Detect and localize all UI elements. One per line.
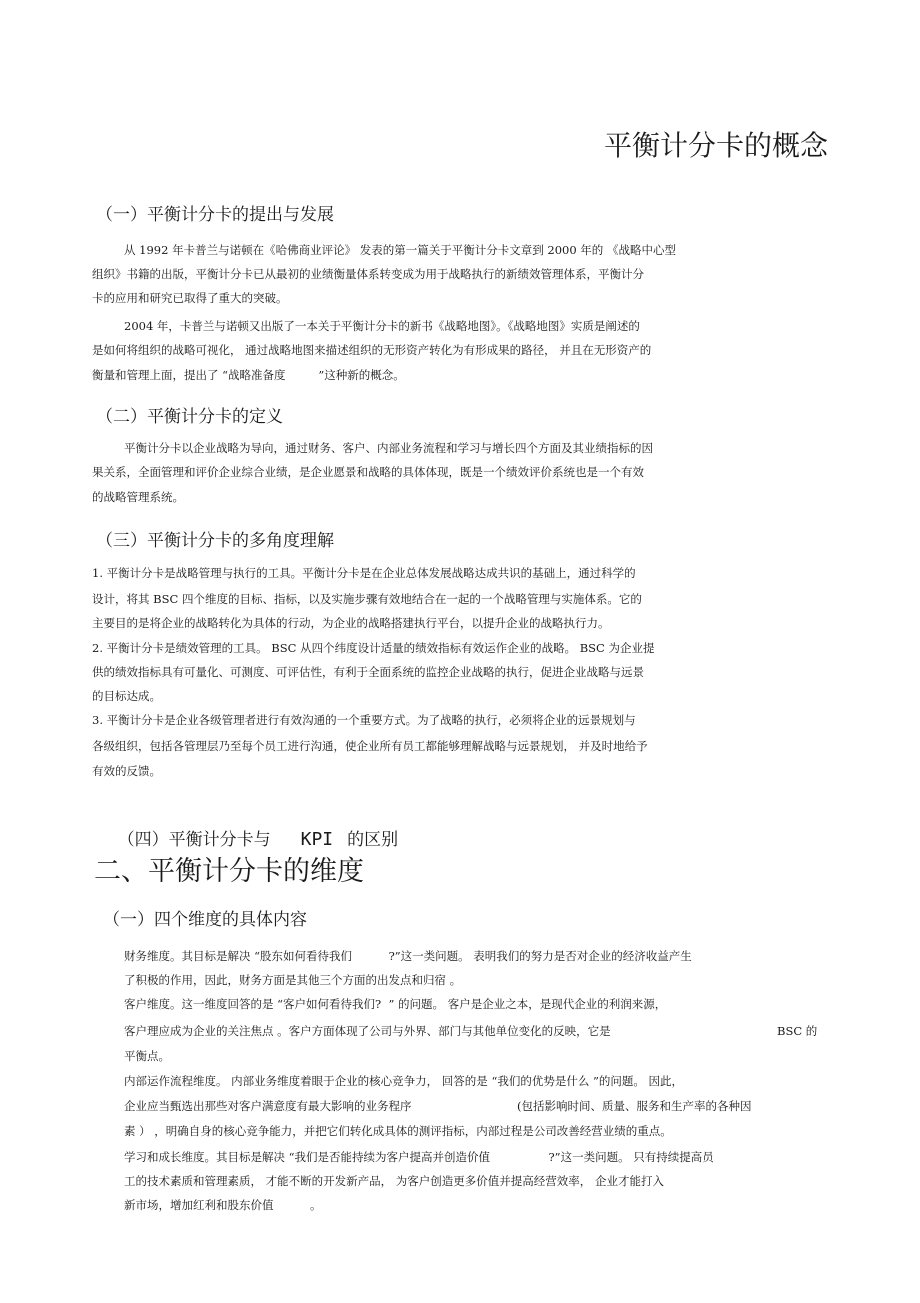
paragraph-line: 是如何将组织的战略可视化， 通过战略地图来描述组织的无形资产转化为有形成果的路径， 并且在无形资产的	[92, 343, 652, 357]
paragraph-line: 平衡计分卡以企业战略为导向，通过财务、客户、内部业务流程和学习与增长四个方面及其业绩指标的因	[124, 441, 653, 455]
paragraph-line: 3. 平衡计分卡是企业各级管理者进行有效沟通的一个重要方式。为了战略的执行，必须将企业的远景规划与	[92, 713, 636, 727]
paragraph-line: 素 ） ，明确自身的核心竞争能力，并把它们转化成具体的测评指标，内部过程是公司改善经营业绩的重点。	[124, 1124, 672, 1138]
kpi-term: KPI	[300, 829, 334, 850]
paragraph-line: 组织》书籍的出版，平衡计分卡已从最初的业绩衡量体系转变成为用于战略执行的新绩效管理体系，平衡计分	[92, 267, 644, 281]
part-heading: 二、平衡计分卡的维度	[94, 856, 364, 887]
paragraph-line: 了积极的作用，因此，财务方面是其他三个方面的出发点和归宿 。	[124, 973, 462, 987]
paragraph-line: 客户维度。这一维度回答的是 “客户如何看待我们? ” 的问题。 客户是企业之本，是现代企业的利润来源，	[124, 997, 667, 1011]
paragraph-line: 卡的应用和研究已取得了重大的突破。	[92, 291, 288, 305]
paragraph-line: 平衡点。	[124, 1049, 170, 1063]
paragraph-line: 内部运作流程维度。 内部业务维度着眼于企业的核心竞争力， 回答的是 “我们的优势是什么 ”的问题。 因此，	[124, 1074, 684, 1088]
paragraph-line: 的战略管理系统。	[92, 490, 184, 504]
section-heading-1: （一）平衡计分卡的提出与发展	[96, 205, 334, 225]
paragraph-line: 的目标达成。	[92, 689, 161, 703]
paragraph-line: 学习和成长维度。其目标是解决 “我们是否能持续为客户提高并创造价值 ?”这一类问题。 只有持续提高员	[124, 1150, 714, 1164]
paragraph-line: 主要目的是将企业的战略转化为具体的行动，为企业的战略搭建执行平台，以提升企业的战略执行力。	[92, 616, 610, 630]
paragraph-line: BSC 的	[777, 1024, 818, 1038]
paragraph-line: 设计，将其 BSC 四个维度的目标、指标，以及实施步骤有效地结合在一起的一个战略管理与实施体系。它的	[92, 592, 642, 606]
page-title: 平衡计分卡的概念	[603, 129, 828, 162]
heading-text: 的区别	[347, 830, 399, 850]
paragraph-line: 工的技术素质和管理素质， 才能不断的开发新产品， 为客户创造更多价值并提高经营效率， 企业才能打入	[124, 1174, 664, 1188]
paragraph-line: 果关系，全面管理和评价企业综合业绩，是企业愿景和战略的具体体现，既是一个绩效评价系统也是一个有效	[92, 465, 644, 479]
section-heading-2: （二）平衡计分卡的定义	[96, 407, 283, 427]
section-heading-3: （三）平衡计分卡的多角度理解	[96, 531, 334, 551]
paragraph-line: 衡量和管理上面，提出了 “战略准备度 ”这种新的概念。	[92, 368, 405, 382]
paragraph-line: 客户理应成为企业的关注焦点 。客户方面体现了公司与外界、部门与其他单位变化的反映，它是	[124, 1024, 611, 1038]
paragraph-line: (包括影响时间、质量、服务和生产率的各种因	[517, 1099, 752, 1113]
paragraph-line: 2004 年，卡普兰与诺顿又出版了一本关于平衡计分卡的新书《战略地图》。《战略地图》实质是阐述的	[124, 319, 640, 333]
paragraph-line: 新市场，增加红利和股东价值 。	[124, 1198, 322, 1212]
paragraph-line: 各级组织，包括各管理层乃至每个员工进行沟通，使企业所有员工都能够理解战略与远景规划， 并及时地给予	[92, 739, 648, 753]
paragraph-line: 从 1992 年卡普兰与诺顿在《哈佛商业评论》 发表的第一篇关于平衡计分卡文章到 2000 年的 《战略中心型	[124, 243, 676, 257]
paragraph-line: 供的绩效指标具有可量化、可测度、可评估性，有利于全面系统的监控企业战略的执行，促进企业战略与远景	[92, 665, 644, 679]
paragraph-line: 企业应当甄选出那些对客户满意度有最大影响的业务程序	[124, 1099, 412, 1113]
subsection-heading: （一）四个维度的具体内容	[103, 910, 307, 930]
heading-text: （四）平衡计分卡与	[117, 830, 271, 850]
paragraph-line: 2. 平衡计分卡是绩效管理的工具。 BSC 从四个纬度设计适量的绩效指标有效运作企业的战略。 BSC 为企业提	[92, 641, 655, 655]
paragraph-line: 财务维度。其目标是解决 “股东如何看待我们 ?”这一类问题。 表明我们的努力是否对企业的经济收益产生	[124, 949, 692, 963]
paragraph-line: 1. 平衡计分卡是战略管理与执行的工具。平衡计分卡是在企业总体发展战略达成共识的基础上，通过科学的	[92, 566, 636, 580]
paragraph-line: 有效的反馈。	[92, 764, 161, 778]
